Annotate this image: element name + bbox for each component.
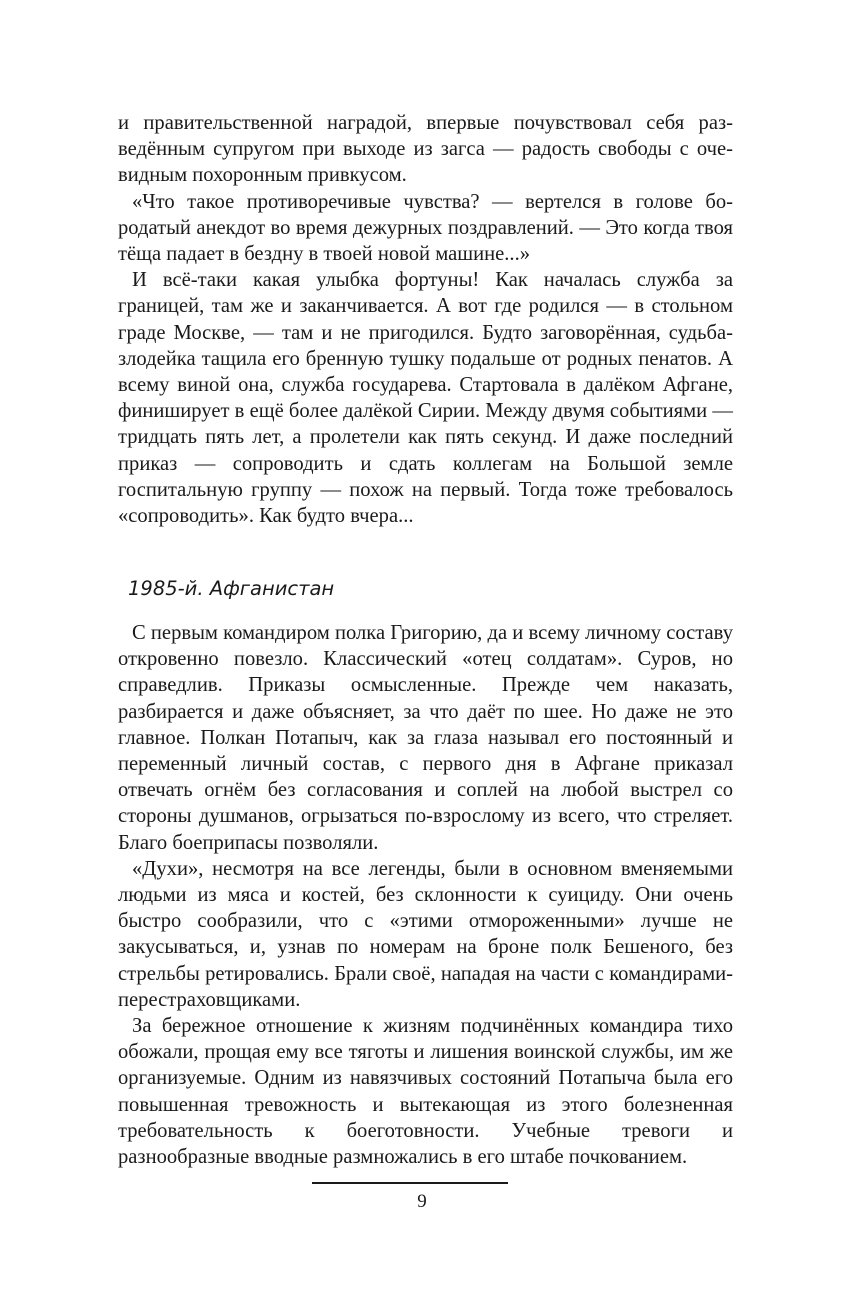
body-text-section [118, 620, 733, 1170]
paragraph-3: И всё-таки какая улыбка фортуны! Как началась служба за границей, там же и заканчивается. А вот где родился — в стольном граде Москве, — там и не пригодился. Будто заговорённая, судьба-злодейка тащила его бренную тушку подальше от родных пенатов. А всему виной она, служба государева. Стартовала в далёком Афгане, финиширует в ещё более далёкой Сирии. Между двумя событиями — тридцать пять лет, а пролетели как пять секунд. И даже последний приказ — сопроводить и сдать коллегам на Большой земле госпитальную группу — похож на первый. Тогда тоже требовалось «сопроводить». Как будто вчера... [118, 269, 733, 528]
paragraph-5: «Духи», несмотря на все легенды, были в основном вменяемыми людьми из мяса и костей, без склонности к суициду. Они очень быстро сообразили, что с «этими отмороженными» лучше не закусываться, и, узнав по номерам на броне полк Бешеного, без стрельбы ретировались. Брали своё, нападая на части с командирами-перестраховщиками. [118, 857, 733, 1011]
body-text-top [118, 110, 733, 529]
paragraph-6: За бережное отношение к жизням подчинённых командира тихо обожали, прощая ему все тяготы и лишения воинской службы, им же организуемые. Одним из навязчивых состояний Потапыча была его повышенная тревожность и вытекающая из этого болезненная требовательность к боеготовности. Учебные тревоги и разнообразные вводные размножались в его штабе почкованием. [118, 1015, 733, 1169]
footer-rule [312, 1182, 508, 1184]
paragraph-4: С первым командиром полка Григорию, да и всему личному составу откровенно повезло. Классический «отец солдатам». Суров, но справедлив. Приказы осмысленные. Прежде чем наказать, разбирается и даже объясняет, за что даёт по шее. Но даже не это главное. Полкан Потапыч, как за глаза называл его постоянный и переменный личный состав, с первого дня в Афгане приказал отвечать огнём без согласования и соплей на любой выстрел со стороны душманов, огрызаться по-взрослому из всего, что стреляет. Благо боеприпасы позволяли. [118, 622, 733, 854]
page-number: 9 [417, 1191, 427, 1212]
paragraph-2: «Что такое противоречивые чувства? — вертелся в голове бородатый анекдот во время дежурных поздравлений. — Это когда твоя тёща падает в бездну в твоей новой машине...» [118, 190, 733, 266]
paragraph-1: и правительственной наградой, впервые почувствовал себя разведённым супругом при выходе из загса — радость свободы с очевидным похоронным привкусом. [118, 112, 733, 187]
section-heading: 1985-й. Афганистан [128, 577, 335, 600]
